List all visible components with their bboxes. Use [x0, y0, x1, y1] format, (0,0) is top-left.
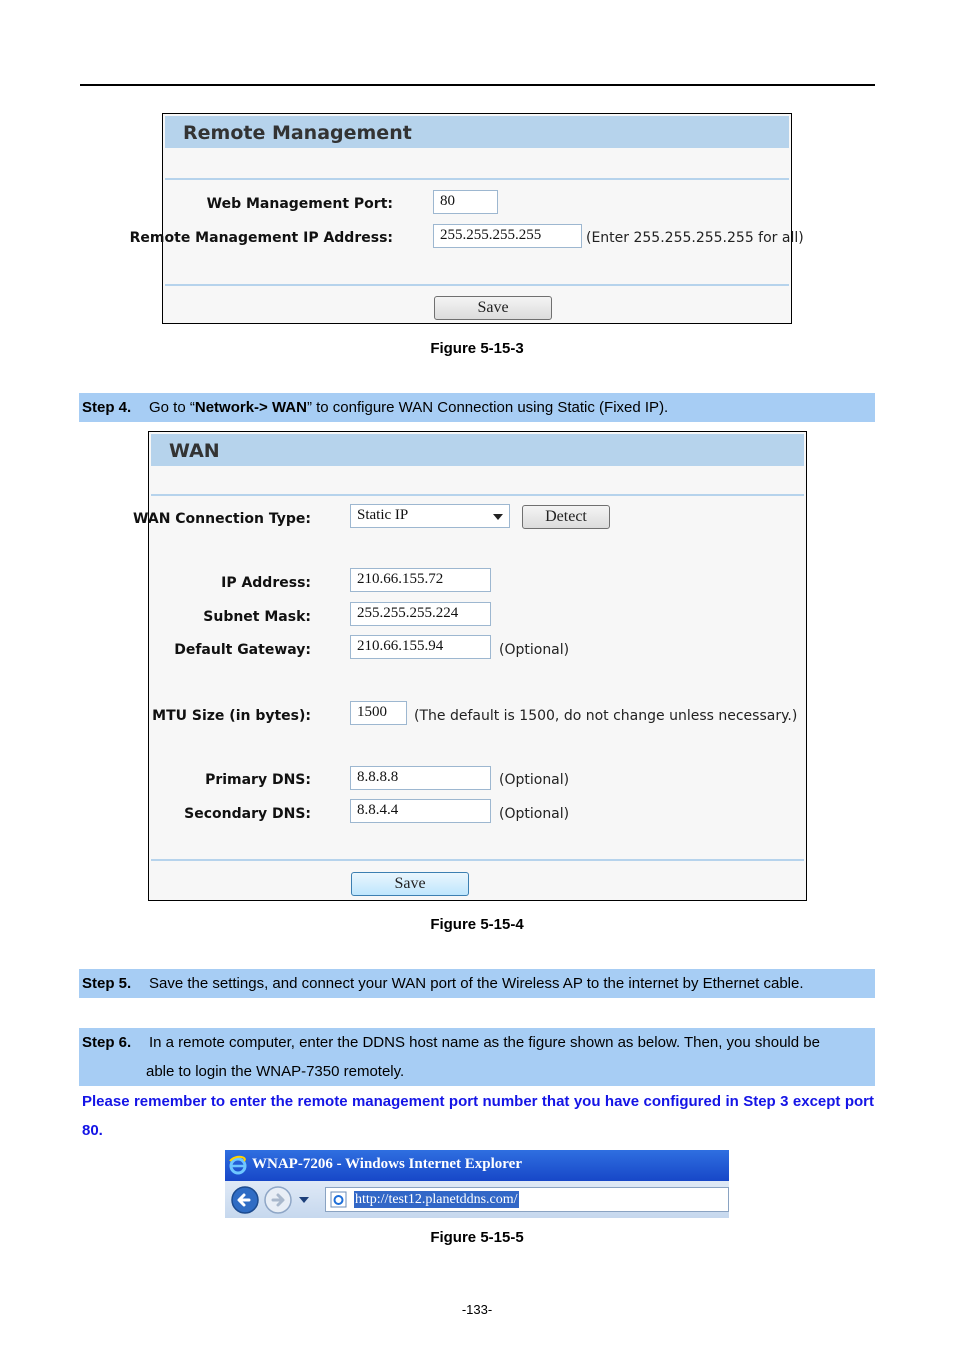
web-management-port-label: Web Management Port:: [206, 196, 393, 212]
remote-ip-label: Remote Management IP Address:: [129, 230, 393, 246]
step-text-line1: In a remote computer, enter the DDNS host name as the figure shown as below. Then, you should be: [149, 1034, 820, 1051]
internet-explorer-icon: [228, 1155, 248, 1175]
remote-management-panel: [129, 113, 804, 324]
web-management-port-input[interactable]: 80: [433, 190, 498, 214]
panel-title: Remote Management: [165, 116, 789, 148]
step-text-bold: Network-> WAN: [194, 399, 307, 416]
chevron-down-icon[interactable]: [298, 1196, 310, 1204]
title-bar: [225, 1150, 729, 1181]
optional-note: (Optional): [499, 806, 570, 822]
step-text-line2: able to login the WNAP-7350 remotely.: [146, 1063, 405, 1080]
secondary-dns-label: Secondary DNS:: [184, 806, 311, 822]
remote-ip-input[interactable]: 255.255.255.255: [433, 224, 582, 248]
navigation-bar: [225, 1181, 729, 1218]
forward-icon[interactable]: [263, 1185, 293, 1215]
step-6-banner: [79, 1028, 875, 1086]
subnet-mask-input[interactable]: 255.255.255.224: [350, 602, 491, 626]
select-value: Static IP: [357, 507, 409, 523]
panel-title: WAN: [151, 434, 804, 466]
window-title: WNAP-7206 - Windows Internet Explorer: [252, 1156, 522, 1172]
detect-button[interactable]: Detect: [522, 505, 610, 529]
warning-note: Please remember to enter the remote management port number that you have configured in Step 3 except port 80.: [82, 1093, 874, 1139]
separator: [151, 494, 804, 496]
chevron-down-icon: [493, 514, 503, 520]
address-url[interactable]: http://test12.planetddns.com/: [355, 1192, 518, 1207]
primary-dns-label: Primary DNS:: [205, 772, 311, 788]
ip-address-input[interactable]: 210.66.155.72: [350, 568, 491, 592]
save-button[interactable]: Save: [434, 296, 552, 320]
header-rule: [80, 84, 875, 86]
figure-caption: Figure 5-15-5: [430, 1229, 524, 1246]
step-4-banner: [79, 393, 875, 422]
subnet-mask-label: Subnet Mask:: [203, 609, 311, 625]
mtu-size-input[interactable]: 1500: [350, 701, 407, 725]
save-button[interactable]: Save: [351, 872, 469, 896]
primary-dns-input[interactable]: 8.8.8.8: [350, 766, 491, 790]
remote-ip-note: (Enter 255.255.255.255 for all): [586, 230, 804, 246]
wan-connection-type-select[interactable]: [350, 504, 510, 528]
step-number: Step 4.: [82, 399, 132, 416]
mtu-size-label: MTU Size (in bytes):: [152, 708, 311, 724]
separator: [165, 178, 789, 180]
wan-panel: [133, 431, 807, 901]
browser-window: [225, 1150, 729, 1218]
default-gateway-input[interactable]: 210.66.155.94: [350, 635, 491, 659]
step-text-pre: Go to “: [149, 399, 195, 416]
step-text-post: ” to configure WAN Connection using Static (Fixed IP).: [306, 399, 669, 416]
ip-address-label: IP Address:: [221, 575, 311, 591]
step-text: Save the settings, and connect your WAN port of the Wireless AP to the internet by Ethernet cable.: [149, 975, 804, 992]
step-5-banner: [79, 969, 875, 998]
mtu-note: (The default is 1500, do not change unless necessary.): [414, 708, 798, 724]
step-number: Step 5.: [82, 975, 132, 992]
default-gateway-label: Default Gateway:: [174, 642, 311, 658]
page-number: -133-: [461, 1302, 493, 1317]
separator: [151, 859, 804, 861]
page-icon: [330, 1191, 347, 1208]
wan-connection-type-label: WAN Connection Type:: [133, 511, 311, 527]
optional-note: (Optional): [499, 642, 570, 658]
separator: [165, 284, 789, 286]
back-icon[interactable]: [230, 1185, 260, 1215]
step-number: Step 6.: [82, 1034, 132, 1051]
secondary-dns-input[interactable]: 8.8.4.4: [350, 799, 491, 823]
optional-note: (Optional): [499, 772, 570, 788]
figure-caption: Figure 5-15-3: [430, 340, 524, 357]
figure-caption: Figure 5-15-4: [430, 916, 524, 933]
address-bar[interactable]: [325, 1187, 729, 1212]
